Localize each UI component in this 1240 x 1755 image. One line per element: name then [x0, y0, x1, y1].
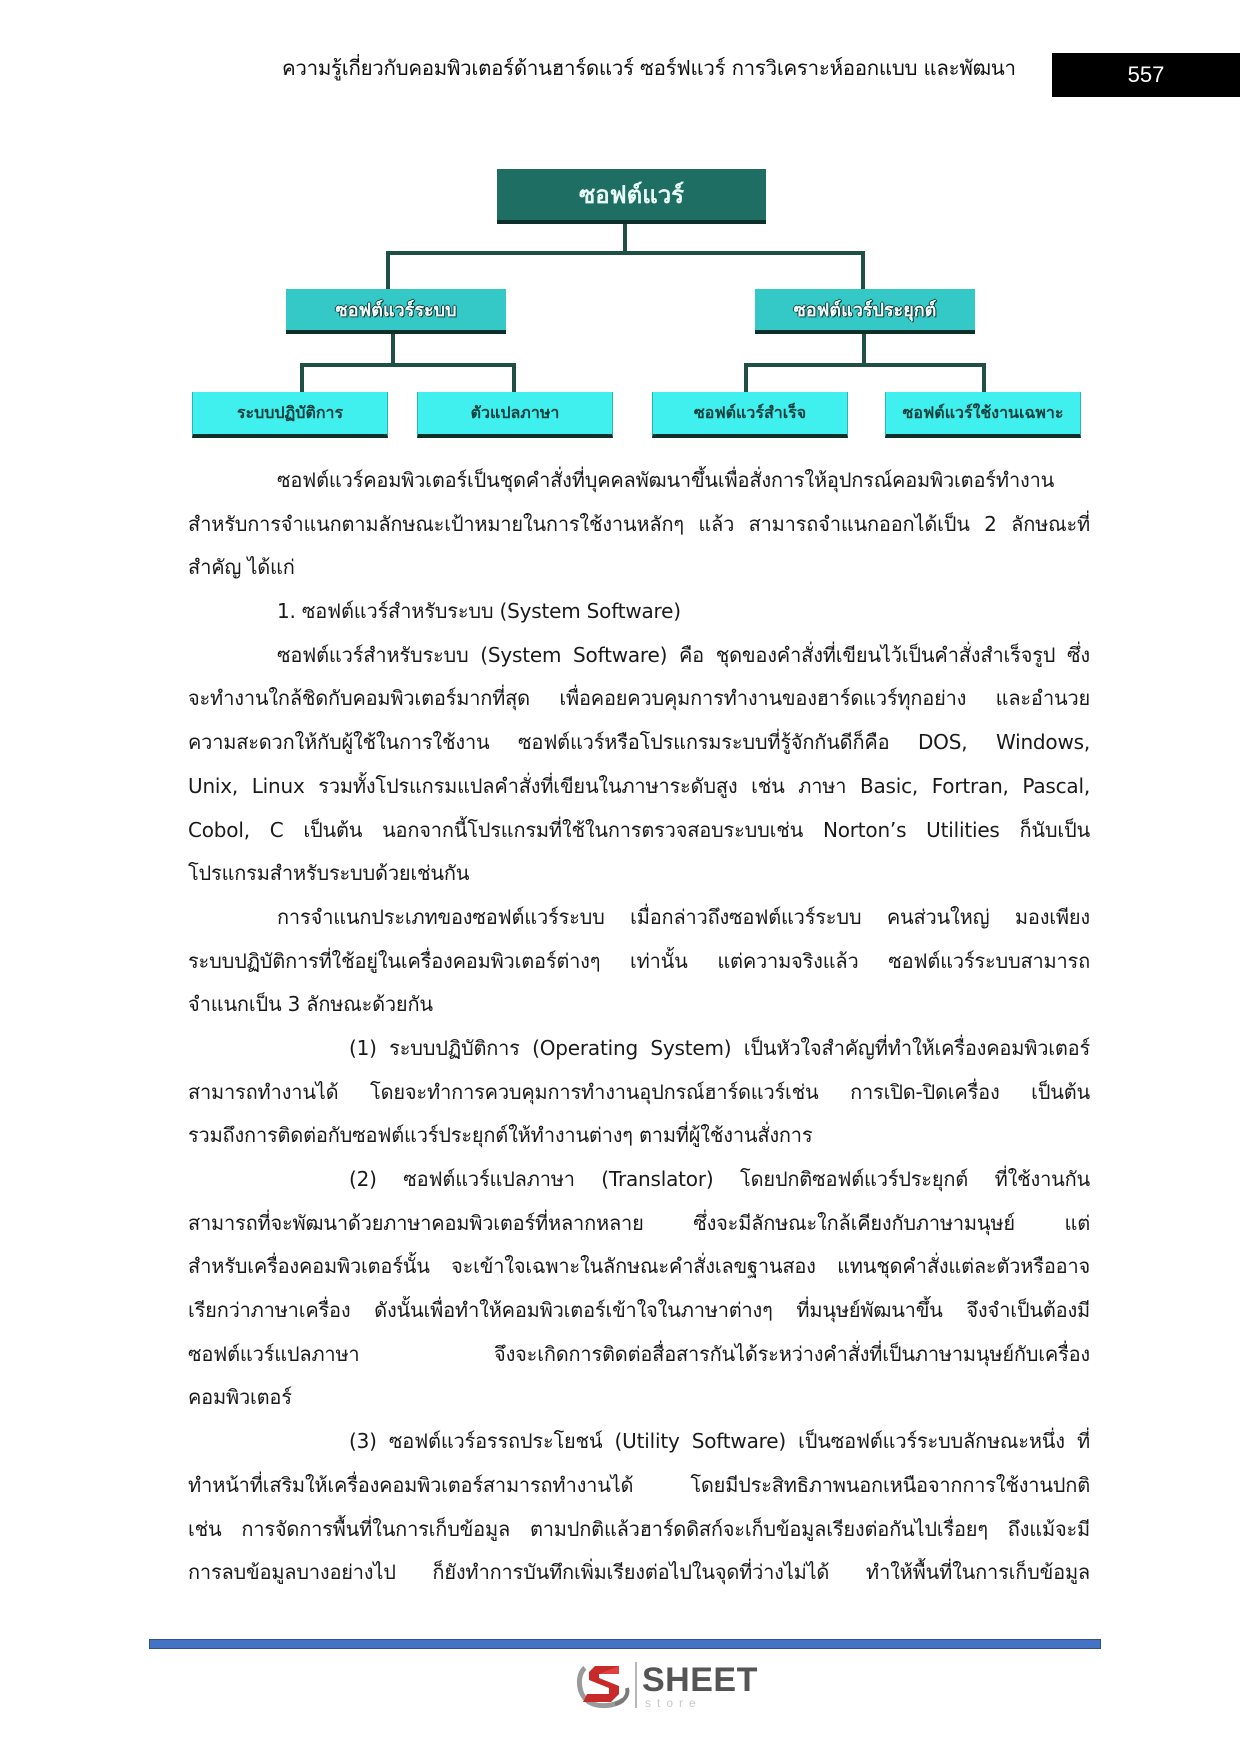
- body-line: สามารถที่จะพัฒนาด้วยภาษาคอมพิวเตอร์ที่หลากหลาย ซึ่งจะมีลักษณะใกล้เคียงกับภาษามนุษย์ แต่: [188, 1210, 1090, 1235]
- footer-divider-bar: [149, 1639, 1101, 1649]
- diagram-node-application-software: ซอฟต์แวร์ประยุกต์: [755, 289, 975, 334]
- body-line: สำคัญ ได้แก่: [188, 555, 295, 580]
- body-line: ความสะดวกให้กับผู้ใช้ในการใช้งาน ซอฟต์แวร์หรือโปรแกรมระบบที่รู้จักกันดีก็คือ DOS, Windows,: [188, 730, 1090, 755]
- connector-to-os: [300, 363, 304, 392]
- body-line: Cobol, C เป็นต้น นอกจากนี้โปรแกรมที่ใช้ในการตรวจสอบระบบเช่น Norton’s Utilities ก็นับเป็น: [188, 817, 1090, 842]
- diagram-node-operating-system: ระบบปฏิบัติการ: [192, 392, 388, 438]
- body-line: ซอฟต์แวร์สำหรับระบบ (System Software) คือ ชุดของคำสั่งที่เขียนไว้เป็นคำสั่งสำเร็จรูป ซึ่ง: [277, 642, 1090, 667]
- body-line: จะทำงานใกล้ชิดกับคอมพิวเตอร์มากที่สุด เพื่อคอยควบคุมการทำงานของฮาร์ดแวร์ทุกอย่าง และอำนวย: [188, 686, 1090, 711]
- body-line: รวมถึงการติดต่อกับซอฟต์แวร์ประยุกต์ให้ทำงานต่างๆ ตามที่ผู้ใช้งานสั่งการ: [188, 1123, 813, 1148]
- software-hierarchy-diagram: [0, 0, 1240, 460]
- connector-to-system: [386, 251, 390, 289]
- body-line: Unix, Linux รวมทั้งโปรแกรมแปลคำสั่งที่เขียนในภาษาระดับสูง เช่น ภาษา Basic, Fortran, Pascal,: [188, 773, 1090, 798]
- body-line: การลบข้อมูลบางอย่างไป ก็ยังทำการบันทึกเพิ่มเรียงต่อไปในจุดที่ว่างไม่ได้ ทำให้พื้นที่ในการเก็บข้อมูล: [188, 1560, 1090, 1585]
- page-number: 557: [1052, 53, 1240, 97]
- connector-application-down: [862, 334, 866, 366]
- diagram-node-specific-software: ซอฟต์แวร์ใช้งานเฉพาะ: [885, 392, 1081, 438]
- body-line: (2) ซอฟต์แวร์แปลภาษา (Translator) โดยปกติซอฟต์แวร์ประยุกต์ ที่ใช้งานกัน: [349, 1167, 1090, 1191]
- running-header-title: ความรู้เกี่ยวกับคอมพิวเตอร์ด้านฮาร์ดแวร์ ซอร์ฟแวร์ การวิเคราะห์ออกแบบ และพัฒนา: [282, 56, 1016, 80]
- logo-divider: [635, 1662, 637, 1708]
- body-line: สามารถทำงานได้ โดยจะทำการควบคุมการทำงานอุปกรณ์ฮาร์ดแวร์เช่น การเปิด-ปิดเครื่อง เป็นต้น: [188, 1079, 1090, 1104]
- body-line: เช่น การจัดการพื้นที่ในการเก็บข้อมูล ตามปกติแล้วฮาร์ดดิสก์จะเก็บข้อมูลเรียงต่อกันไปเรื่อยๆ ถึงแม้จะมี: [188, 1516, 1090, 1541]
- body-line: สำหรับเครื่องคอมพิวเตอร์นั้น จะเข้าใจเฉพาะในลักษณะคำสั่งเลขฐานสอง แทนชุดคำสั่งแต่ละตัวหรืออาจ: [188, 1254, 1090, 1279]
- connector-system-down: [391, 333, 395, 366]
- body-line: 1. ซอฟต์แวร์สำหรับระบบ (System Software): [277, 599, 681, 624]
- diagram-node-packaged-software: ซอฟต์แวร์สำเร็จ: [652, 392, 848, 438]
- body-line: เรียกว่าภาษาเครื่อง ดังนั้นเพื่อทำให้คอมพิวเตอร์เข้าใจในภาษาต่างๆ ที่มนุษย์พัฒนาขึ้น จึงจำเป็นต้องมี: [188, 1298, 1090, 1323]
- connector-application-horizontal: [744, 363, 986, 367]
- body-line: การจำแนกประเภทของซอฟต์แวร์ระบบ เมื่อกล่าวถึงซอฟต์แวร์ระบบ คนส่วนใหญ่ มองเพียง: [277, 904, 1090, 929]
- diagram-node-software: ซอฟต์แวร์: [497, 169, 766, 224]
- body-line: (1) ระบบปฏิบัติการ (Operating System) เป็นหัวใจสำคัญที่ทำให้เครื่องคอมพิวเตอร์: [349, 1035, 1090, 1060]
- logo-word: SHEET: [642, 1661, 758, 1699]
- body-line: คอมพิวเตอร์: [188, 1385, 292, 1410]
- connector-to-specific: [982, 363, 986, 392]
- body-text: [188, 459, 1090, 1595]
- body-line: ระบบปฏิบัติการที่ใช้อยู่ในเครื่องคอมพิวเตอร์ต่างๆ เท่านั้น แต่ความจริงแล้ว ซอฟต์แวร์ระบบสามารถ: [188, 948, 1090, 973]
- body-line: สำหรับการจำแนกตามลักษณะเป้าหมายในการใช้งานหลักๆ แล้ว สามารถจำแนกออกได้เป็น 2 ลักษณะที่: [188, 511, 1090, 536]
- body-line: โปรแกรมสำหรับระบบด้วยเช่นกัน: [188, 861, 470, 886]
- diagram-node-translator: ตัวแปลภาษา: [417, 392, 613, 438]
- body-line: ซอฟต์แวร์แปลภาษา จึงจะเกิดการติดต่อสื่อสารกันได้ระหว่างคำสั่งที่เป็นภาษามนุษย์กับเครื่อง: [188, 1341, 1090, 1366]
- connector-system-horizontal: [300, 363, 516, 367]
- logo-subword: store: [645, 1696, 702, 1710]
- sheet-store-logo: [575, 1660, 758, 1712]
- connector-to-application: [861, 251, 865, 290]
- body-line: ทำหน้าที่เสริมให้เครื่องคอมพิวเตอร์สามารถทำงานได้ โดยมีประสิทธิภาพนอกเหนือจากการใช้งานปกติ: [188, 1472, 1090, 1497]
- connector-level2-horizontal: [386, 251, 865, 255]
- body-line: จำแนกเป็น 3 ลักษณะด้วยกัน: [188, 992, 433, 1017]
- body-line: (3) ซอฟต์แวร์อรรถประโยชน์ (Utility Software) เป็นซอฟต์แวร์ระบบลักษณะหนึ่ง ที่: [349, 1429, 1090, 1454]
- body-line: ซอฟต์แวร์คอมพิวเตอร์เป็นชุดคำสั่งที่บุคคลพัฒนาขึ้นเพื่อสั่งการให้อุปกรณ์คอมพิวเตอร์ทำงาน: [277, 468, 1055, 492]
- connector-to-packaged: [744, 363, 748, 392]
- sheet-store-s-logo-icon: [575, 1660, 631, 1710]
- diagram-node-system-software: ซอฟต์แวร์ระบบ: [286, 289, 506, 334]
- connector-to-translator: [512, 363, 516, 392]
